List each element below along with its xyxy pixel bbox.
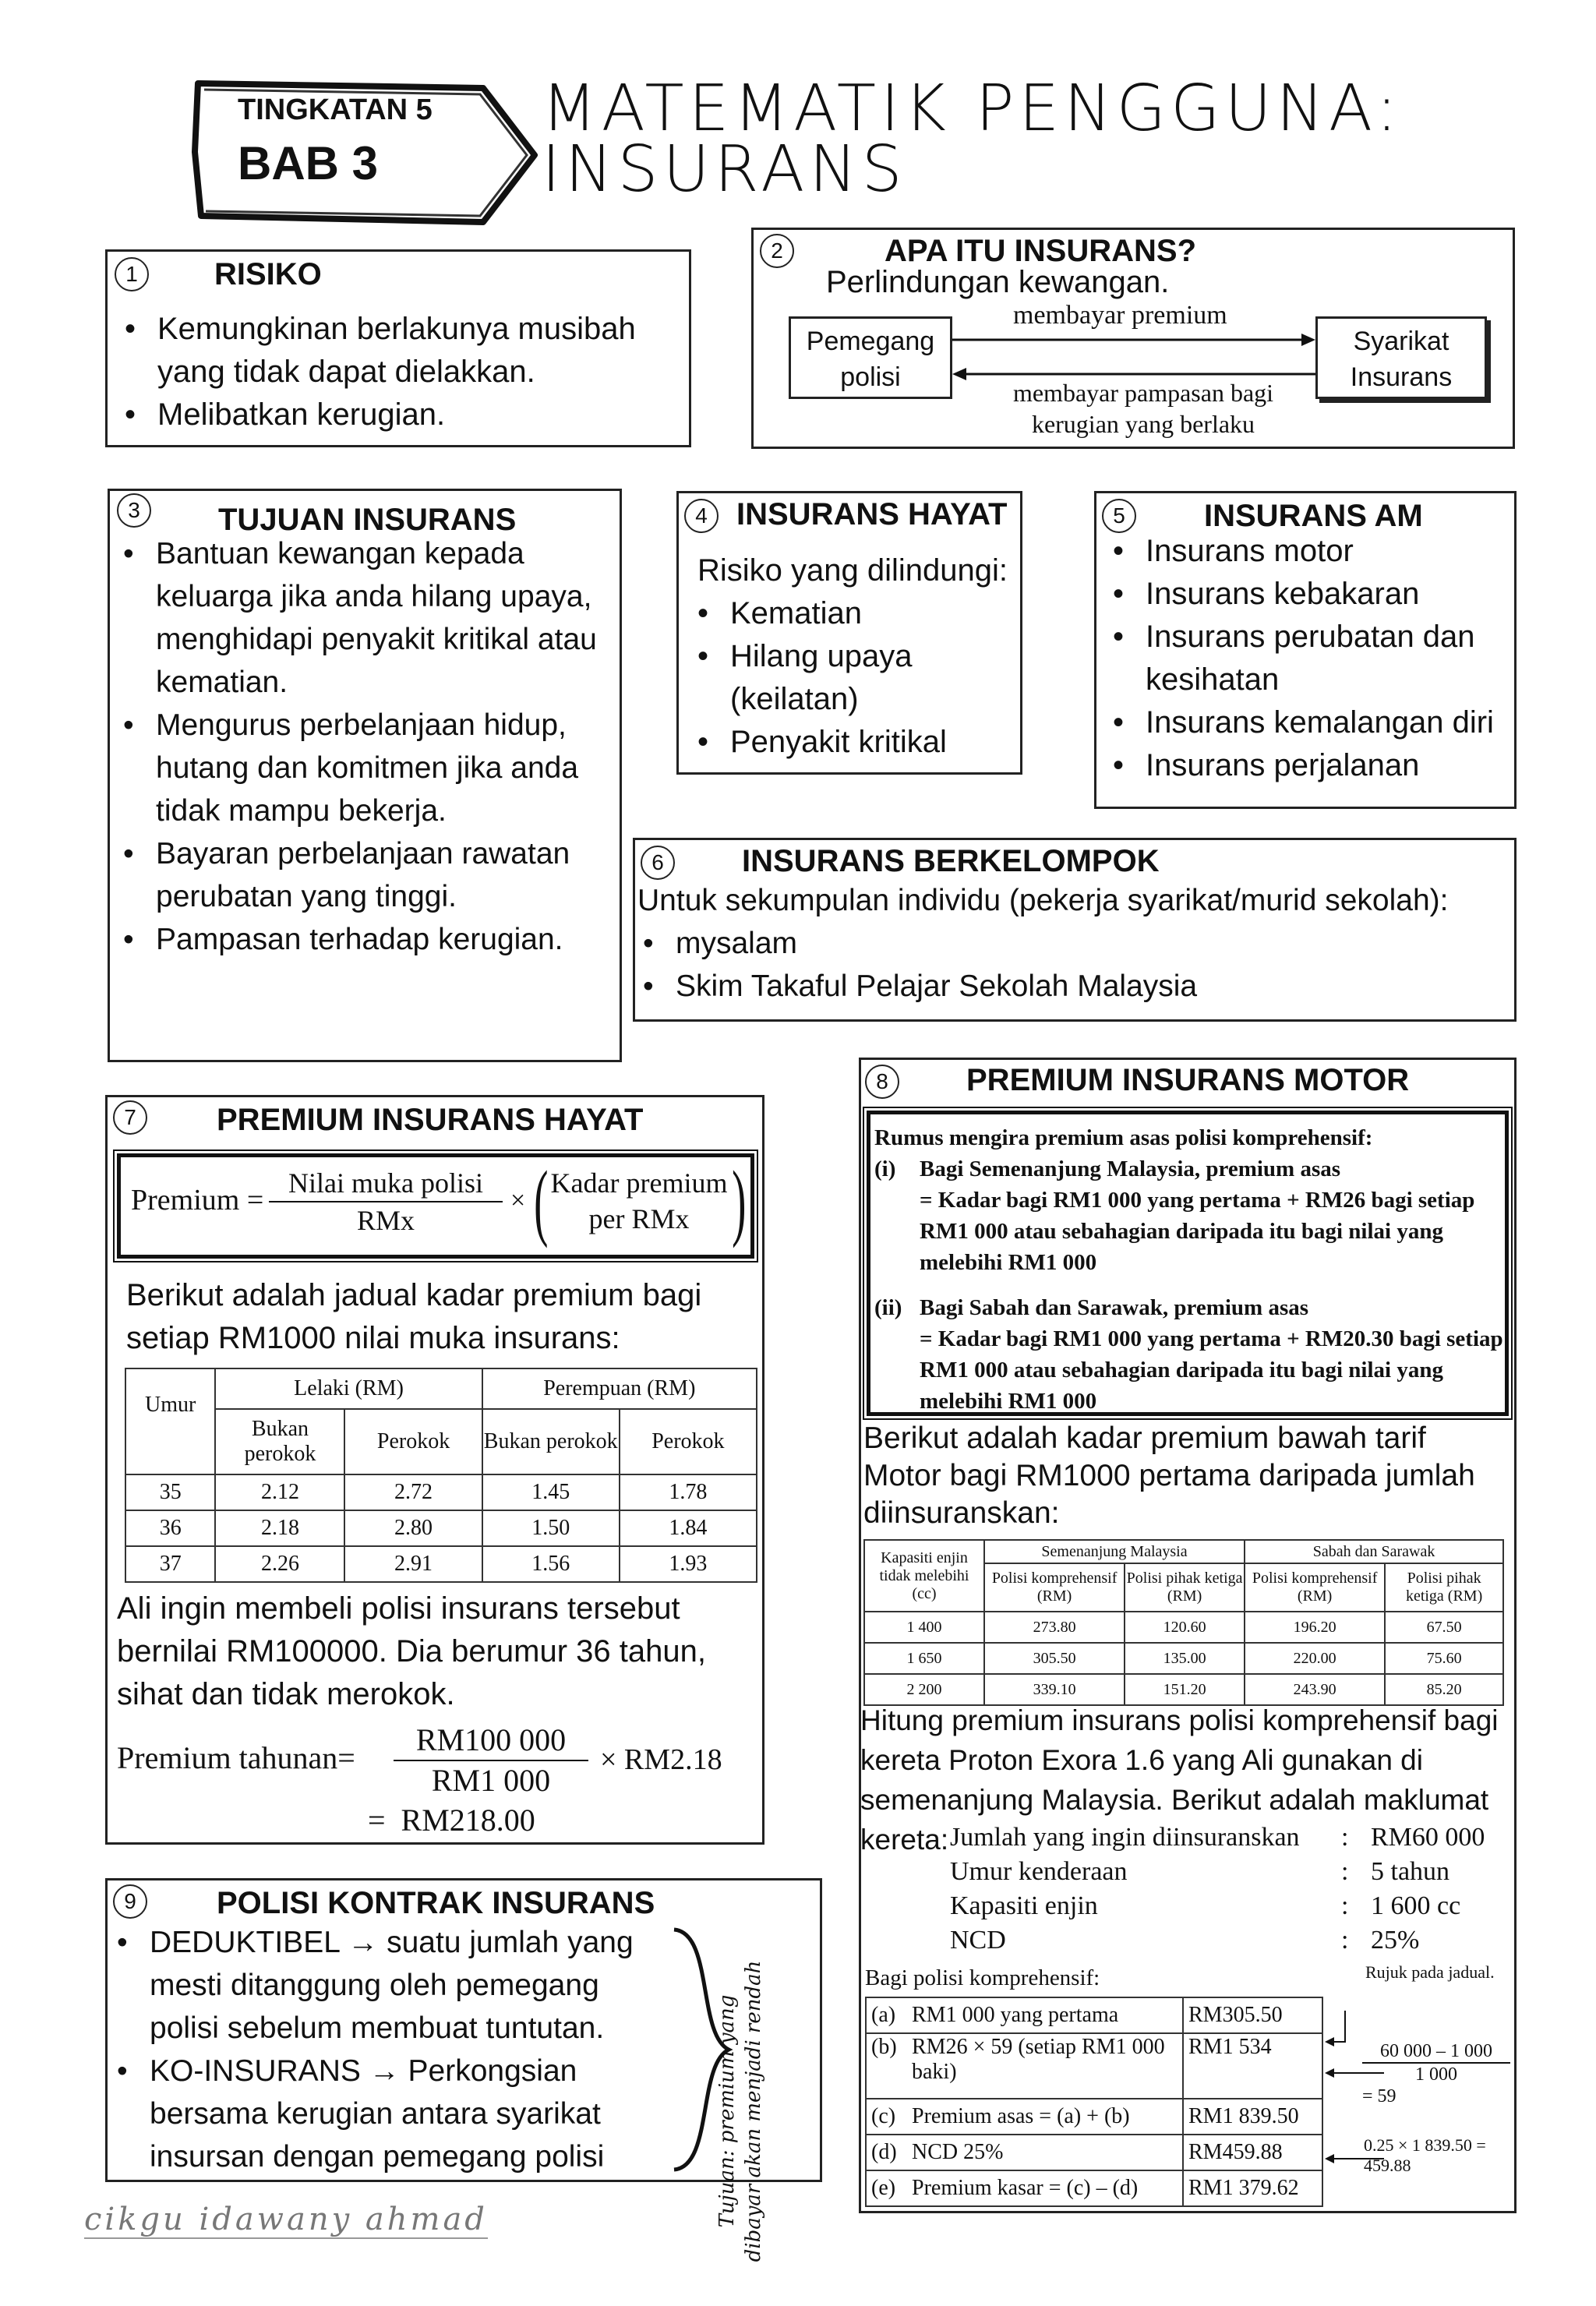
table-cell: RM1 534: [1183, 2033, 1322, 2099]
table-cell: Umur kenderaan: [950, 1857, 1128, 1886]
table-cell: 243.90: [1245, 1674, 1385, 1705]
calc-fraction: [394, 1721, 588, 1800]
table-cell: NCD 25%: [911, 2135, 1183, 2170]
table-cell: 2.18: [215, 1510, 344, 1546]
list-item: • Penyakit kritikal: [690, 721, 1017, 764]
table-cell: 36: [125, 1510, 215, 1546]
am-list: [1105, 530, 1510, 787]
table-cell: (b): [866, 2033, 911, 2099]
table-subheader: Perokok: [344, 1409, 482, 1474]
rate-header-peninsular: Semenanjung Malaysia: [984, 1540, 1245, 1563]
note-b-fraction: [1362, 2040, 1510, 2107]
list-item: • Skim Takaful Pelajar Sekolah Malaysia: [635, 965, 1492, 1008]
list-item: • KO-INSURANS → Perkongsian bersama kerugian antara syarikat insursan dengan pemegang polisi: [109, 2050, 670, 2178]
table-cell: (c): [866, 2099, 911, 2135]
rule-ii-label: (ii): [874, 1295, 902, 1320]
table-cell: 67.50: [1385, 1612, 1503, 1643]
risiko-list: [117, 308, 678, 436]
list-item: • Bayaran perbelanjaan rawatan perubatan yang tinggi.: [115, 832, 606, 918]
section-heading-apa-itu: APA ITU INSURANS?: [885, 234, 1196, 268]
list-item: • Insurans perjalanan: [1105, 744, 1510, 787]
policyholder-box: [789, 316, 952, 399]
motor-calc-table: [865, 1997, 1323, 2207]
arrow-label-premium: membayar premium: [1013, 301, 1227, 330]
table-cell: 1.93: [620, 1546, 757, 1582]
list-item: • Insurans perubatan dan kesihatan: [1105, 616, 1510, 701]
table-cell: 2.80: [344, 1510, 482, 1546]
list-item: • Mengurus perbelanjaan hidup, hutang dan komitmen jika anda tidak mampu bekerja.: [115, 704, 606, 832]
rate-header-sabah-sarawak: Sabah dan Sarawak: [1245, 1540, 1503, 1563]
table-cell: 1 600 cc: [1371, 1891, 1461, 1920]
table-row: [949, 1820, 1485, 1855]
table-cell: 2 200: [864, 1674, 984, 1705]
table-cell: 1 650: [864, 1643, 984, 1674]
list-item: • Melibatkan kerugian.: [117, 394, 678, 436]
list-item: • mysalam: [635, 922, 1492, 965]
table-cell: 339.10: [984, 1674, 1125, 1705]
table-row: [125, 1546, 757, 1582]
table-row: [949, 1923, 1485, 1958]
section-number-6: 6: [641, 846, 675, 880]
section-number-9: 9: [113, 1884, 147, 1919]
table-cell: 75.60: [1385, 1643, 1503, 1674]
section-heading-hayat: INSURANS HAYAT: [736, 497, 1008, 531]
hayat-list: [690, 592, 1017, 764]
table-subheader: Bukan perokok: [215, 1409, 344, 1474]
table-cell: Jumlah yang ingin diinsuranskan: [950, 1823, 1300, 1852]
formula-times: ×: [510, 1186, 526, 1215]
table-cell: 2.72: [344, 1474, 482, 1510]
calc-denominator: RM1 000: [431, 1763, 551, 1798]
note-b-result: = 59: [1362, 2086, 1396, 2106]
list-item: • Hilang upaya (keilatan): [690, 635, 1017, 721]
table-cell: :: [1341, 1926, 1349, 1955]
rule-title: Rumus mengira premium asas polisi komprehensif:: [874, 1125, 1373, 1150]
table-row: [125, 1474, 757, 1510]
list-item: • Kematian: [690, 592, 1017, 635]
insurer-label: Syarikat Insurans: [1350, 327, 1453, 392]
table-cell: :: [1341, 1857, 1349, 1886]
list-item: • Kemungkinan berlakunya musibah yang tidak dapat dielakkan.: [117, 308, 678, 394]
section-number-5: 5: [1102, 499, 1136, 533]
table-cell: (e): [866, 2170, 911, 2206]
form-label: TINGKATAN 5: [238, 94, 433, 126]
table-row: [866, 2033, 1322, 2099]
table-header-age: Umur: [125, 1368, 215, 1474]
formula-close-paren: ): [732, 1153, 747, 1248]
table-cell: RM60 000: [1371, 1823, 1485, 1852]
table-row: [864, 1643, 1503, 1674]
section-subtitle: Perlindungan kewangan.: [826, 265, 1170, 299]
list-item: • Pampasan terhadap kerugian.: [115, 918, 606, 961]
calc-title: Bagi polisi komprehensif:: [865, 1965, 1100, 1990]
list-item: • Insurans kebakaran: [1105, 573, 1510, 616]
formula-lhs: Premium =: [131, 1184, 264, 1217]
polisi-list: [109, 1921, 670, 2178]
motor-rate-table: [863, 1539, 1504, 1706]
table-cell: 1 400: [864, 1612, 984, 1643]
table-cell: RM305.50: [1183, 1997, 1322, 2033]
table-subheader: Bukan perokok: [482, 1409, 620, 1474]
section-number-1: 1: [115, 257, 149, 291]
table-subheader: Perokok: [620, 1409, 757, 1474]
rule-ii-equation: = Kadar bagi RM1 000 yang pertama + RM20.30 bagi setiap RM1 000 atau sebahagian daripada itu bagi nilai yang melebihi RM1 000: [920, 1326, 1503, 1414]
rate-header-capacity: Kapasiti enjin tidak melebihi (cc): [864, 1540, 984, 1612]
table-cell: RM1 000 yang pertama: [911, 1997, 1183, 2033]
rate-subheader: Polisi komprehensif (RM): [1245, 1563, 1385, 1612]
table-cell: NCD: [950, 1926, 1006, 1955]
calc-result: = RM218.00: [368, 1803, 535, 1838]
calc-lhs: Premium tahunan=: [117, 1740, 355, 1775]
table-row: [866, 2135, 1322, 2170]
section-number-4: 4: [684, 499, 719, 533]
formula-numerator: Nilai muka polisi: [269, 1165, 503, 1202]
motor-rate-intro: Berikut adalah kadar premium bawah tarif Motor bagi RM1000 pertama daripada jumlah diinsuranskan:: [863, 1421, 1475, 1530]
table-cell: RM1 379.62: [1183, 2170, 1322, 2206]
table-cell: 35: [125, 1474, 215, 1510]
section-number-7: 7: [113, 1100, 147, 1135]
rule-ii-text: Bagi Sabah dan Sarawak, premium asas: [920, 1295, 1309, 1320]
table-cell: 85.20: [1385, 1674, 1503, 1705]
rate-subheader: Polisi pihak ketiga (RM): [1385, 1563, 1503, 1612]
table-row: [125, 1510, 757, 1546]
table-cell: RM1 839.50: [1183, 2099, 1322, 2135]
table-cell: 273.80: [984, 1612, 1125, 1643]
rule-i-label: (i): [874, 1157, 896, 1181]
table-cell: 2.91: [344, 1546, 482, 1582]
premium-rate-table: [125, 1368, 757, 1583]
table-cell: Premium kasar = (c) – (d): [911, 2170, 1183, 2206]
table-cell: 305.50: [984, 1643, 1125, 1674]
hayat-example: Ali ingin membeli polisi insurans tersebut bernilai RM100000. Dia berumur 36 tahun, sihat dan tidak merokok.: [117, 1591, 706, 1711]
table-cell: 2.12: [215, 1474, 344, 1510]
berkelompok-intro: Untuk sekumpulan individu (pekerja syarikat/murid sekolah):: [637, 884, 1449, 917]
page-title-line1: MATEMATIK PENGGUNA:: [542, 72, 1403, 146]
policyholder-label: Pemegang polisi: [806, 327, 935, 392]
section-number-3: 3: [117, 493, 151, 528]
formula-rate-denominator: per RMx: [588, 1203, 690, 1234]
note-d: 0.25 × 1 839.50 = 459.88: [1364, 2135, 1486, 2175]
formula-fraction-left: [269, 1165, 503, 1238]
note-b-numerator: 60 000 – 1 000: [1362, 2040, 1510, 2064]
table-cell: 196.20: [1245, 1612, 1385, 1643]
table-cell: RM459.88: [1183, 2135, 1322, 2170]
table-header-male: Lelaki (RM): [215, 1368, 482, 1409]
table-cell: 1.45: [482, 1474, 620, 1510]
table-cell: :: [1341, 1823, 1349, 1852]
table-cell: 37: [125, 1546, 215, 1582]
table-cell: 135.00: [1125, 1643, 1245, 1674]
table-cell: 120.60: [1125, 1612, 1245, 1643]
section-heading-premium-motor: PREMIUM INSURANS MOTOR: [966, 1063, 1410, 1097]
insurer-box: [1315, 316, 1487, 399]
premium-table-intro: Berikut adalah jadual kadar premium bagi setiap RM1000 nilai muka insurans:: [126, 1278, 702, 1355]
note-refer-table: Rujuk pada jadual.: [1365, 1962, 1495, 1982]
table-row: [866, 2099, 1322, 2135]
list-item: • DEDUKTIBEL → suatu jumlah yang mesti ditanggung oleh pemegang polisi sebelum membuat tuntutan.: [109, 1921, 670, 2050]
table-cell: 1.78: [620, 1474, 757, 1510]
rate-subheader: Polisi pihak ketiga (RM): [1125, 1563, 1245, 1612]
table-cell: 220.00: [1245, 1643, 1385, 1674]
hayat-intro: Risiko yang dilindungi:: [697, 553, 1008, 588]
table-row: [949, 1855, 1485, 1889]
berkelompok-list: [635, 922, 1492, 1008]
table-cell: RM26 × 59 (setiap RM1 000 baki): [911, 2033, 1183, 2099]
motor-rule-content: [874, 1122, 1506, 1417]
formula-open-paren: (: [534, 1153, 549, 1248]
table-cell: Premium asas = (a) + (b): [911, 2099, 1183, 2135]
rule-ii: [874, 1292, 1506, 1417]
table-row: [949, 1889, 1485, 1923]
list-item: • Insurans motor: [1105, 530, 1510, 573]
list-item: • Bantuan kewangan kepada keluarga jika anda hilang upaya, menghidapi penyakit kritikal atau kematian.: [115, 532, 606, 704]
table-cell: 1.84: [620, 1510, 757, 1546]
note-b-denominator: 1 000: [1415, 2064, 1457, 2085]
tujuan-list: [115, 532, 606, 961]
formula-denominator: RMx: [356, 1205, 415, 1236]
section-number-2: 2: [760, 234, 794, 268]
table-cell: 5 tahun: [1371, 1857, 1450, 1886]
table-cell: 1.56: [482, 1546, 620, 1582]
section-heading-am: INSURANS AM: [1204, 499, 1423, 533]
section-heading-risiko: RISIKO: [214, 257, 322, 291]
calc-multiplier: × RM2.18: [600, 1743, 722, 1776]
calc-numerator: RM100 000: [394, 1721, 588, 1761]
signature: cikgu idawany ahmad: [84, 2202, 488, 2237]
table-row: [866, 2170, 1322, 2206]
side-note-line2: dibayar akan menjadi rendah: [742, 1960, 765, 2262]
table-cell: 151.20: [1125, 1674, 1245, 1705]
section-heading-berkelompok: INSURANS BERKELOMPOK: [742, 844, 1160, 878]
rate-subheader: Polisi komprehensif (RM): [984, 1563, 1125, 1612]
formula-fraction-right: [546, 1165, 733, 1237]
page-title-line2: INSURANS: [542, 132, 907, 207]
section-heading-tujuan: TUJUAN INSURANS: [218, 503, 517, 537]
rule-i-text: Bagi Semenanjung Malaysia, premium asas: [920, 1157, 1341, 1181]
table-cell: (a): [866, 1997, 911, 2033]
rule-i: [874, 1153, 1506, 1278]
table-cell: 25%: [1371, 1926, 1420, 1955]
table-row: [864, 1612, 1503, 1643]
table-header-female: Perempuan (RM): [482, 1368, 757, 1409]
section-heading-polisi: POLISI KONTRAK INSURANS: [217, 1886, 655, 1920]
table-cell: :: [1341, 1891, 1349, 1920]
section-heading-premium-hayat: PREMIUM INSURANS HAYAT: [217, 1103, 644, 1137]
arrow-label-compensation: membayar pampasan bagi kerugian yang berlaku: [1012, 379, 1274, 438]
table-cell: 2.26: [215, 1546, 344, 1582]
chapter-label: BAB 3: [238, 137, 379, 189]
table-row: [866, 1997, 1322, 2033]
table-cell: Kapasiti enjin: [950, 1891, 1098, 1920]
table-cell: (d): [866, 2135, 911, 2170]
list-item: • Insurans kemalangan diri: [1105, 701, 1510, 744]
side-note-line1: Tujuan: premium yang: [715, 1994, 739, 2228]
table-cell: 1.50: [482, 1510, 620, 1546]
car-info-table: [949, 1820, 1485, 1958]
motor-question: Hitung premium insurans polisi komprehensif bagi kereta Proton Exora 1.6 yang Ali gunakan di semenanjung Malaysia. Berikut adalah maklumat kereta:: [860, 1704, 1499, 1856]
section-number-8: 8: [865, 1065, 899, 1099]
formula-rate-numerator: Kadar premium: [550, 1167, 728, 1199]
rule-i-equation: = Kadar bagi RM1 000 yang pertama + RM26 bagi setiap RM1 000 atau sebahagian daripada itu bagi nilai yang melebihi RM1 000: [920, 1188, 1475, 1275]
